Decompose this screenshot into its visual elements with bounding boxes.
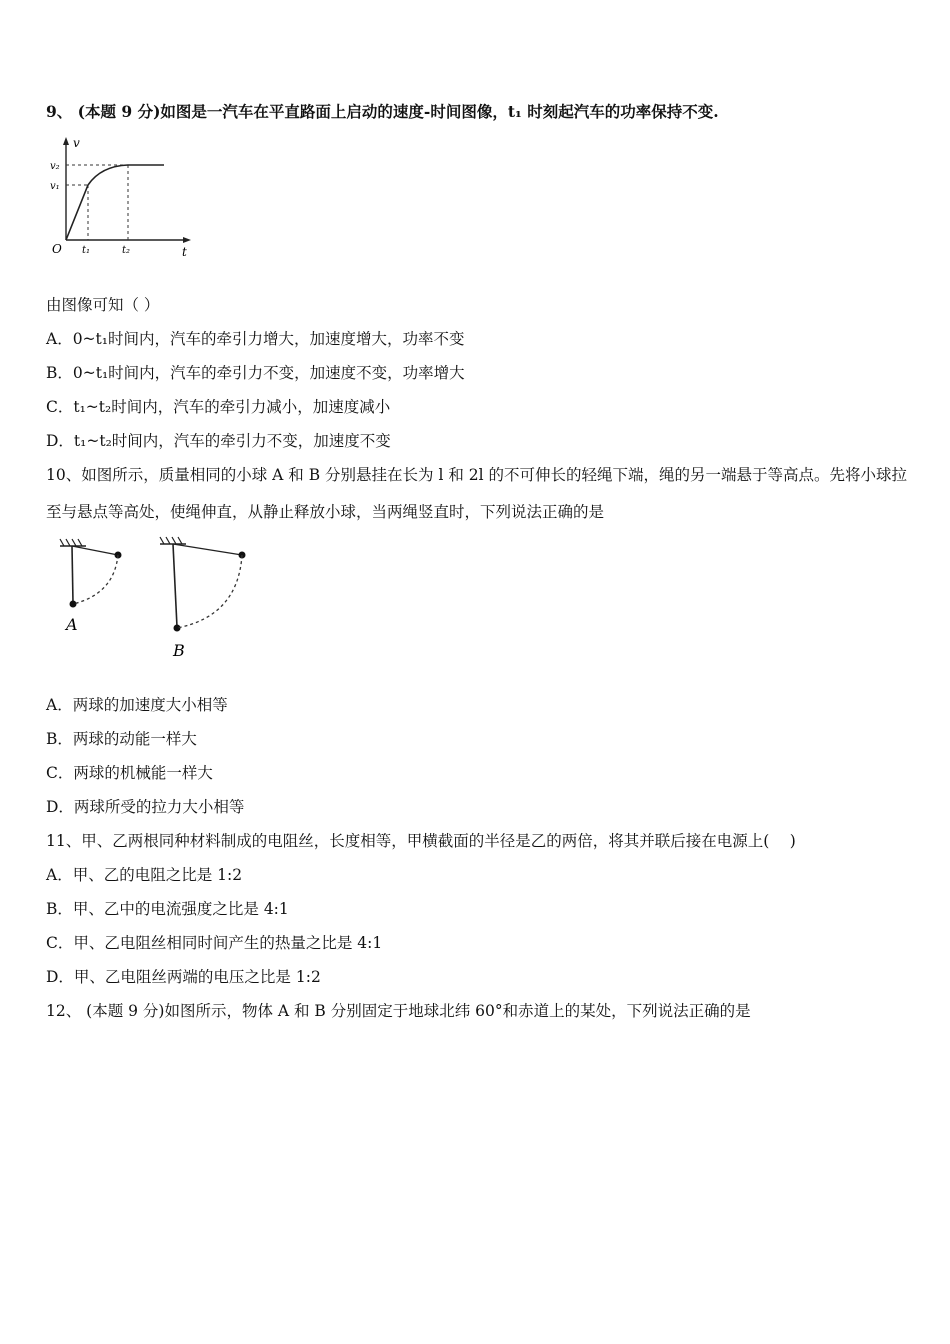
v1-label: v₁ (50, 181, 60, 192)
q10-option-d[interactable]: D．两球所受的拉力大小相等 (46, 798, 245, 816)
q10-option-a[interactable]: A．两球的加速度大小相等 (46, 696, 228, 714)
t2-label: t₂ (122, 245, 131, 256)
q9-option-c[interactable]: C．t₁~t₂时间内，汽车的牵引力减小，加速度减小 (46, 398, 391, 416)
q9-stem: 9、 (本题 9 分)如图是一汽车在平直路面上启动的速度-时间图像，t₁ 时刻起汽车的功率保持不变. (46, 102, 719, 121)
q10-option-b[interactable]: B．两球的动能一样大 (46, 730, 197, 748)
rope-a-vertical (72, 546, 73, 603)
q10-stem: 10、如图所示，质量相同的小球 A 和 B 分别悬挂在长为 l 和 2l 的不可伸长的轻绳下端，绳的另一端悬于等高点。先将小球拉至与悬点等高处，使绳伸直，从静止释放小球，当两绳竖直时，下列说法正确的是 (46, 466, 908, 521)
rope-a-horizontal (72, 546, 118, 555)
label-b: B (173, 641, 185, 660)
t1-label: t₁ (82, 245, 91, 256)
q10-pendulum-figure (56, 534, 256, 664)
ball-a-bottom (70, 601, 77, 608)
arc-a (73, 555, 118, 604)
q11-option-b[interactable]: B．甲、乙中的电流强度之比是 4:1 (46, 900, 289, 918)
q11-option-a[interactable]: A．甲、乙的电阻之比是 1:2 (46, 866, 243, 884)
t-axis-arrow (183, 237, 191, 243)
q9-option-d[interactable]: D．t₁~t₂时间内，汽车的牵引力不变，加速度不变 (46, 432, 391, 450)
velocity-curve (66, 165, 164, 240)
q11-option-d[interactable]: D．甲、乙电阻丝两端的电压之比是 1:2 (46, 968, 321, 986)
rope-b-horizontal (173, 544, 242, 555)
q11-stem: 11、甲、乙两根同种材料制成的电阻丝，长度相等，甲横截面的半径是乙的两倍，将其并联后接在电源上( ) (46, 832, 796, 850)
q9-prompt: 由图像可知（ ） (46, 296, 160, 314)
v2-label: v₂ (50, 161, 60, 172)
v-axis-arrow (63, 137, 69, 145)
q9-option-a[interactable]: A．0~t₁时间内，汽车的牵引力增大，加速度增大，功率不变 (46, 330, 465, 348)
q9-option-b[interactable]: B．0~t₁时间内，汽车的牵引力不变，加速度不变，功率增大 (46, 364, 465, 382)
axis-t-label: t (182, 245, 187, 259)
rope-b-vertical (173, 544, 177, 627)
q11-option-c[interactable]: C．甲、乙电阻丝相同时间产生的热量之比是 4:1 (46, 934, 383, 952)
q9-vt-graph (46, 135, 196, 260)
q10-option-c[interactable]: C．两球的机械能一样大 (46, 764, 213, 782)
axis-v-label: v (73, 136, 80, 150)
origin-label: O (52, 242, 62, 256)
arc-b (177, 555, 242, 628)
label-a: A (66, 615, 78, 634)
q12-stem: 12、 (本题 9 分)如图所示，物体 A 和 B 分别固定于地球北纬 60°和赤道上的某处，下列说法正确的是 (46, 1002, 751, 1020)
